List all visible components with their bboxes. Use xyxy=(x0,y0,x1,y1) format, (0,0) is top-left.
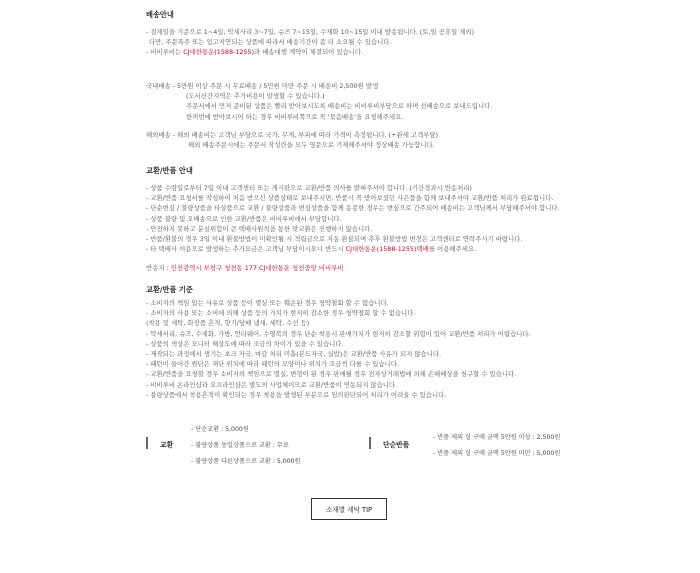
criteria-line: - 소비자의 사용 또는 소비에 의해 상품 등의 가치가 현저히 감소한 경우 청약철회 할 수 없습니다. xyxy=(146,309,416,318)
courier-prefix: - 비비루비는 xyxy=(146,48,184,57)
criteria-line: - 비비루비 온라인샵과 오프라인샵은 별도의 사업체이므로 교환/반품이 연동되지 않습니다. xyxy=(146,380,398,389)
cost-prefix: - 타 택배사 이용으로 발생하는 추가요금은 고객님 부담이시오니 반드시 xyxy=(146,245,346,254)
return-fee-item: - 반품 제외 실 구매 금액 5만원 이상 : 2,500원 xyxy=(433,434,561,441)
shipping-title: 배송안내 xyxy=(146,10,174,19)
exchange-line: - 상품 불량 및 오배송으로 인한 교환/반품은 비비루비에서 부담합니다. xyxy=(146,214,342,223)
shipping-line: 다만, 주문폭주 또는 입고지연되는 상품에 따라서 배송기간이 좀 더 소요될 수 있습니다. xyxy=(149,38,392,47)
criteria-line: (착용 및 세탁, 화장품 흔적, 향기/담배 냄새, 세탁, 수선 등) xyxy=(146,319,310,328)
return-fee-item: - 반품 제외 실 구매 금액 5만원 미만 : 5,000원 xyxy=(433,450,561,457)
cost-suffix: 를 이용해주세요. xyxy=(428,245,477,254)
criteria-line: - 상품의 색상은 모니터 해상도에 따라 조금의 차이가 있을 수 있습니다. xyxy=(146,339,344,348)
return-address-line xyxy=(146,263,343,273)
criteria-body xyxy=(146,298,531,400)
criteria-line: - 제작되는 과정에서 생기는 초크 자국, 마감 처리 미흡(본드자국, 실밥)은 교환/반품 사유가 되지 않습니다. xyxy=(146,350,442,359)
exchange-fee-label: 교환 xyxy=(160,441,174,449)
domestic-line: (도서산간지역은 추가비용이 발생할 수 있습니다.) xyxy=(186,92,325,101)
washing-tip-button[interactable]: 소재별 세탁 TIP xyxy=(311,498,387,520)
shipping-body xyxy=(146,27,474,58)
shipping-line: - 결제일을 기준으로 1~4일, 악세사리 3~7일, 슈즈 7~15일, 수제화 10~15일 이내 발송됩니다. (토,일 공휴일 제외) xyxy=(146,28,475,36)
return-fee-label: 단순반품 xyxy=(383,441,410,449)
exchange-line: - 반품/환불의 경우 3일 이내 환불방법이 미확인될 시 적립금으로 자동 환불되며 추후 환불방법 변경은 고객센터로 연락주시기 바랍니다. xyxy=(146,235,523,244)
courier-name: CJ대한통운(1588-1255) xyxy=(183,48,255,57)
exchange-line: - 단순변심 / 불량상품을 타상품으로 교환 / 불량상품과 변심상품을 함께 동봉한 경우는 변심으로 간주되어 배송비는 고객님께서 부담해주셔야 합니다. xyxy=(146,204,560,213)
exchange-line: - 안전하지 못하고 분실위험이 큰 택배사원칙을 통한 맞교환은 진행하지 않습니다. xyxy=(146,224,373,233)
exchange-fee-item: - 불량상품 다른상품으로 교환 : 5,000원 xyxy=(191,458,301,465)
criteria-title: 교환/반품 기준 xyxy=(146,285,193,294)
exchange-cost-line xyxy=(146,244,560,254)
domestic-line: 국내배송 - 5만원 이상 주문 시 무료배송 / 5만원 미만 주문 시 배송비 2,500원 발생 xyxy=(146,82,379,90)
domestic-line: 주문서에서 먼저 준비된 상품은 빨리 받아보시도록 배송비는 비비루비부담으로 하며 선배송으로 보내드립니다. xyxy=(186,102,493,111)
overseas-line: 해외 배송주문시에는 주문서 작성란을 모두 영문으로 기재해주셔야 정상배송 가능합니다. xyxy=(188,141,435,150)
exchange-marker xyxy=(146,437,148,449)
domestic-line: 한꺼번에 받아보시어 하는 경우 비비루비쪽으로 꼭 '묶음배송'을 요청해주세요. xyxy=(186,112,404,121)
exchange-line: - 상품 수령일로부터 7일 이내 고객센터 또는 게시판으로 교환/반품 의사를 밝혀주셔야 합니다. (기간경과시 반송처리) xyxy=(146,184,472,192)
criteria-line: - 불량상품에서 착용흔적이 확인되는 경우 착용을 발생된 부분으로 임의판단되어 처리가 어려울 수 있습니다. xyxy=(146,390,447,399)
courier-suffix: 과 배송대행 계약이 체결되어 있습니다. xyxy=(254,48,364,57)
overseas-line: 해외배송 - 해외 배송비는 고객님 부담으로 국가, 무게, 부피에 따라 가격이 측정됩니다. (+관세 고객부담) xyxy=(146,131,439,139)
exchange-title: 교환/반품 안내 xyxy=(146,166,193,175)
cost-courier: CJ대한통운(1588-1255)택배 xyxy=(345,245,429,254)
exchange-fee-item: - 단순교환 : 5,000원 xyxy=(191,426,249,433)
overseas-shipping xyxy=(146,130,438,150)
return-address: 인천광역시 부평구 청천동 177 CJ대한통운 청천중앙 비비루비 xyxy=(170,264,344,272)
shipping-courier-line xyxy=(146,47,474,57)
criteria-line: - 악세서리, 슈즈, 수제화, 가방, 언더웨어, 수영복의 경우 단순 착용시 판매가치가 현저히 감소할 위험이 있어 교환/반품 처리가 어렵습니다. xyxy=(146,329,531,338)
domestic-shipping xyxy=(146,81,492,122)
criteria-line: - 패턴이 들어간 원단은 재단 위치에 따라 패턴의 모양이나 위치가 조금씩 다를 수 있습니다. xyxy=(146,360,399,369)
return-marker xyxy=(369,437,371,449)
return-prefix: 반송지 : xyxy=(146,264,171,272)
exchange-body xyxy=(146,183,560,254)
exchange-fee-item: - 불량상품 동일상품으로 교환 : 무료 xyxy=(191,442,289,449)
criteria-line: - 교환/반품을 요청할 경우 소비자의 책임으로 멸실, 변형이 된 경우 판매될 경우 전자상거래법에 의해 손해배상을 청구할 수 있습니다. xyxy=(146,370,517,379)
exchange-line: - 교환/반품 요청서를 작성하여 처음 받으신 상품상태로 보내주시면, 반품시 꼭 받아보셨던 사은품을 함께 보내주셔야 교환/반품 처리가 완료됩니다. xyxy=(146,194,554,203)
criteria-line: - 소비자의 책임 있는 사유로 상품 등이 멸실 또는 훼손된 경우 청약철회 할 수 없습니다. xyxy=(146,299,389,307)
